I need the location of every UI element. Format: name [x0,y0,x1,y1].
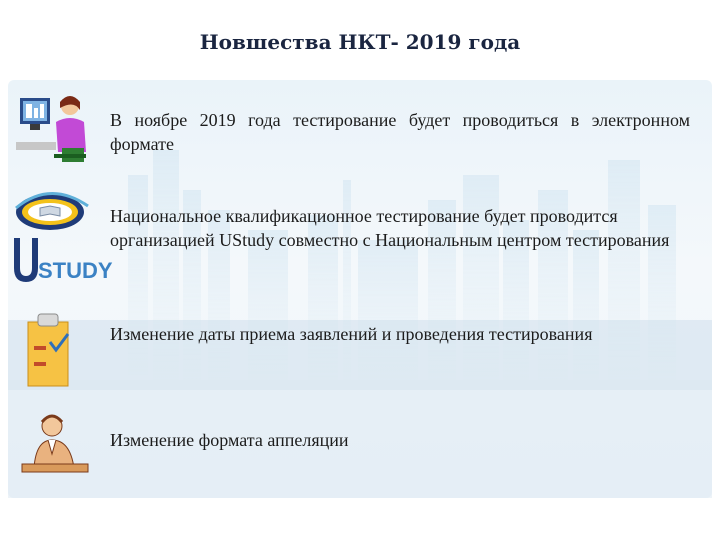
person-at-desk-icon [18,410,92,478]
svg-text:STUDY: STUDY [38,258,113,283]
ustudy-logo [10,186,113,294]
item-text-4: Изменение формата аппеляции [110,430,349,450]
item-text-2: Национальное квалификационное тестирование будет проводится организацией UStudy совместно с Национальным центром тестирования [110,206,670,250]
clipboard-checklist-icon [24,310,74,390]
item-text-3: Изменение даты приема заявлений и проведения тестирования [110,324,593,344]
item-text-1: В ноябре 2019 года тестирование будет проводиться в электронном формате [110,110,690,154]
computer-user-icon [14,92,90,166]
slide-title: Новшества НКТ- 2019 года [199,30,521,54]
